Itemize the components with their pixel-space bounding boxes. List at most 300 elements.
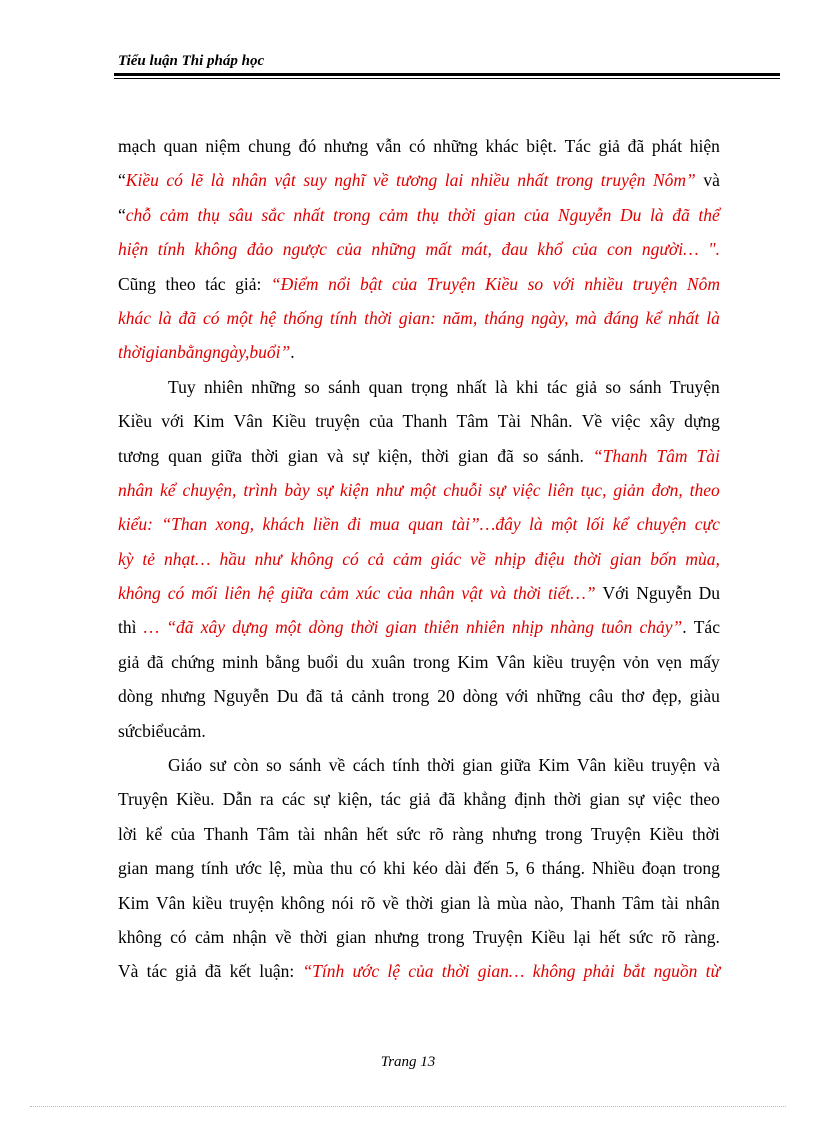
word bbox=[201, 610, 225, 644]
quote-fragment: vật bbox=[274, 170, 296, 191]
text-fragment: hết bbox=[599, 926, 621, 947]
word bbox=[556, 163, 593, 197]
quote-fragment: sự bbox=[316, 479, 333, 500]
quote-fragment: gian: bbox=[398, 307, 436, 328]
quote-fragment: chỗ bbox=[125, 204, 152, 225]
text-line bbox=[118, 439, 720, 473]
word bbox=[291, 542, 334, 576]
text-fragment: đẹp, bbox=[652, 686, 682, 707]
text-fragment: định bbox=[514, 789, 546, 810]
quote-fragment: điệu bbox=[534, 548, 565, 569]
text-fragment: nhiên bbox=[203, 376, 243, 397]
quote-fragment: … bbox=[143, 617, 160, 638]
text-fragment: rõ bbox=[360, 892, 376, 913]
text-fragment: Nhiều bbox=[592, 858, 635, 879]
word bbox=[205, 267, 225, 301]
quote-fragment: một bbox=[275, 617, 302, 638]
text-fragment: sức bbox=[118, 720, 143, 741]
quote-fragment: kỳ bbox=[118, 548, 134, 569]
word bbox=[622, 886, 654, 920]
word bbox=[118, 439, 159, 473]
quote-fragment: thời bbox=[513, 583, 541, 604]
word bbox=[197, 198, 219, 232]
quote-fragment: thời bbox=[573, 548, 602, 569]
word bbox=[419, 576, 454, 610]
word bbox=[654, 954, 698, 988]
word bbox=[547, 473, 573, 507]
text-fragment: Truyện bbox=[472, 926, 523, 947]
word bbox=[531, 920, 565, 954]
word bbox=[205, 129, 240, 163]
word bbox=[118, 679, 153, 713]
word bbox=[248, 129, 291, 163]
word bbox=[172, 714, 206, 748]
word bbox=[338, 782, 373, 816]
word bbox=[392, 679, 429, 713]
word bbox=[118, 267, 156, 301]
text-fragment: Tâm bbox=[456, 411, 489, 432]
word bbox=[336, 232, 361, 266]
word bbox=[554, 782, 582, 816]
word bbox=[382, 886, 399, 920]
quote-fragment: bốn bbox=[650, 548, 677, 569]
text-fragment: Dẫn bbox=[222, 789, 252, 810]
bottom-dotted-rule bbox=[30, 1106, 786, 1107]
word bbox=[533, 645, 563, 679]
word bbox=[195, 920, 224, 954]
word bbox=[699, 576, 720, 610]
text-fragment: mùa bbox=[497, 892, 528, 913]
quote-fragment: của bbox=[572, 239, 598, 260]
word bbox=[461, 232, 492, 266]
word bbox=[373, 163, 389, 197]
word bbox=[410, 473, 436, 507]
quote-fragment: nhạt… bbox=[163, 548, 211, 569]
word bbox=[656, 439, 687, 473]
text-fragment: tương bbox=[118, 445, 160, 466]
quote-fragment: dòng bbox=[308, 617, 344, 638]
word bbox=[571, 645, 616, 679]
text-fragment: gian bbox=[462, 755, 493, 776]
quote-fragment: có bbox=[167, 583, 185, 604]
quote-fragment: là bbox=[706, 307, 720, 328]
word bbox=[223, 782, 252, 816]
text-fragment: những bbox=[433, 136, 478, 156]
text-fragment: kiều bbox=[192, 892, 223, 913]
word bbox=[490, 576, 507, 610]
word bbox=[212, 335, 249, 369]
text-fragment: về bbox=[328, 755, 346, 776]
text-fragment: Nhân. bbox=[530, 411, 573, 432]
quote-fragment: tính bbox=[329, 307, 358, 328]
quote-fragment: khách bbox=[262, 514, 305, 535]
text-fragment: kiện, bbox=[337, 789, 373, 810]
quote-fragment: kiện bbox=[339, 479, 370, 500]
text-fragment: với bbox=[505, 686, 529, 707]
quote-fragment: truyện bbox=[600, 170, 646, 191]
word bbox=[289, 748, 321, 782]
text-fragment: giả bbox=[598, 136, 620, 156]
text-fragment: Nguyễn bbox=[636, 583, 692, 604]
word bbox=[182, 473, 236, 507]
quote-fragment: Tài bbox=[696, 445, 720, 466]
quote-fragment: đau bbox=[501, 239, 528, 260]
word bbox=[142, 542, 155, 576]
text-fragment: Truyện bbox=[590, 823, 641, 844]
word bbox=[397, 817, 421, 851]
word bbox=[307, 645, 338, 679]
text-line bbox=[118, 542, 720, 576]
text-fragment: đã bbox=[146, 651, 164, 672]
word bbox=[690, 782, 720, 816]
word bbox=[192, 886, 222, 920]
word bbox=[534, 886, 564, 920]
quote-fragment: “Than bbox=[161, 514, 208, 535]
text-fragment: tháng. bbox=[541, 858, 585, 879]
word bbox=[118, 920, 162, 954]
word bbox=[443, 473, 482, 507]
text-fragment: sư bbox=[209, 755, 226, 776]
word bbox=[160, 198, 189, 232]
quote-fragment: chảy” bbox=[639, 617, 683, 638]
word bbox=[340, 473, 369, 507]
text-fragment: luận: bbox=[259, 961, 295, 982]
text-fragment: với bbox=[161, 411, 185, 432]
word bbox=[452, 507, 521, 541]
word bbox=[651, 748, 696, 782]
word bbox=[431, 542, 461, 576]
quote-fragment: tài”…đây bbox=[451, 514, 521, 535]
text-fragment: sức bbox=[396, 823, 421, 844]
text-fragment: việc bbox=[611, 411, 641, 432]
word bbox=[599, 920, 620, 954]
text-fragment: khác bbox=[485, 136, 519, 156]
text-fragment: mạch bbox=[118, 136, 156, 156]
word bbox=[260, 301, 277, 335]
word bbox=[586, 507, 604, 541]
word bbox=[347, 507, 361, 541]
word bbox=[232, 610, 268, 644]
quote-fragment: tục, bbox=[580, 479, 607, 500]
word bbox=[692, 817, 720, 851]
quote-fragment: nhân bbox=[118, 479, 153, 500]
word bbox=[392, 748, 419, 782]
text-fragment: phát bbox=[651, 136, 683, 156]
word bbox=[649, 817, 683, 851]
word bbox=[421, 439, 449, 473]
quote-fragment: dựng bbox=[232, 617, 268, 638]
word bbox=[171, 645, 215, 679]
quote-fragment: bằng bbox=[176, 342, 212, 363]
quote-fragment: nhịp bbox=[512, 617, 544, 638]
word bbox=[611, 404, 640, 438]
quote-fragment: là bbox=[210, 170, 225, 191]
word bbox=[165, 267, 195, 301]
word bbox=[205, 954, 222, 988]
quote-fragment: nổi bbox=[328, 273, 351, 294]
word bbox=[529, 507, 543, 541]
word bbox=[623, 645, 649, 679]
word bbox=[413, 851, 438, 885]
quote-fragment: mua bbox=[369, 514, 400, 535]
text-fragment: dài bbox=[444, 858, 467, 879]
word bbox=[703, 748, 720, 782]
text-fragment: Tuy bbox=[168, 376, 196, 397]
quote-fragment: trong bbox=[555, 170, 594, 191]
word bbox=[706, 301, 720, 335]
text-fragment: không bbox=[280, 892, 325, 913]
text-fragment: đoạn bbox=[641, 858, 676, 879]
word bbox=[466, 610, 505, 644]
text-fragment: nói bbox=[331, 892, 354, 913]
text-fragment: đã bbox=[306, 686, 323, 707]
text-fragment: những bbox=[536, 686, 581, 707]
text-fragment: những bbox=[251, 376, 296, 397]
word bbox=[629, 920, 653, 954]
quote-fragment: bày bbox=[284, 479, 310, 500]
word bbox=[342, 542, 359, 576]
word bbox=[118, 782, 168, 816]
word bbox=[672, 198, 690, 232]
word bbox=[427, 920, 464, 954]
word bbox=[351, 679, 384, 713]
text-fragment: xuân bbox=[371, 651, 406, 672]
header-rule-thin bbox=[114, 78, 780, 79]
text-fragment: gian bbox=[440, 892, 471, 913]
word bbox=[255, 542, 282, 576]
word bbox=[610, 542, 641, 576]
word bbox=[330, 851, 352, 885]
text-fragment: có bbox=[359, 858, 377, 879]
word bbox=[495, 370, 508, 404]
text-fragment: kiện, bbox=[377, 445, 413, 466]
word bbox=[575, 301, 596, 335]
word bbox=[260, 782, 274, 816]
text-fragment: Kiều bbox=[271, 411, 306, 432]
quote-fragment: không bbox=[532, 961, 576, 982]
quote-fragment: đảo bbox=[246, 239, 274, 260]
quote-fragment: nhân bbox=[231, 170, 267, 191]
word bbox=[331, 679, 344, 713]
text-line bbox=[118, 714, 720, 748]
word bbox=[439, 782, 456, 816]
header-rule-thick bbox=[114, 73, 780, 76]
quote-fragment: nguồn bbox=[653, 961, 698, 982]
word bbox=[118, 129, 156, 163]
word bbox=[364, 301, 392, 335]
word bbox=[547, 370, 567, 404]
text-fragment: lại bbox=[573, 926, 591, 947]
quote-fragment: của bbox=[408, 961, 434, 982]
quote-fragment: khác bbox=[118, 307, 152, 328]
quote-fragment: thời bbox=[441, 961, 470, 982]
text-fragment: so bbox=[522, 445, 539, 466]
word bbox=[272, 404, 306, 438]
quote-fragment: “đã bbox=[166, 617, 194, 638]
quote-fragment: kể bbox=[645, 307, 662, 328]
word bbox=[517, 163, 548, 197]
word bbox=[158, 301, 172, 335]
word bbox=[623, 954, 645, 988]
quote-fragment: sắc bbox=[261, 204, 285, 225]
word bbox=[281, 886, 325, 920]
quote-fragment: chuyện, bbox=[182, 479, 237, 500]
word bbox=[690, 645, 720, 679]
quote-fragment: tẻ bbox=[142, 548, 156, 569]
quote-fragment: nhàng bbox=[550, 617, 595, 638]
word bbox=[427, 748, 455, 782]
word bbox=[175, 954, 196, 988]
word bbox=[203, 301, 220, 335]
text-line bbox=[118, 954, 720, 988]
quote-fragment: liền bbox=[312, 514, 339, 535]
word bbox=[653, 163, 696, 197]
text-fragment: giả bbox=[175, 961, 197, 982]
word bbox=[333, 198, 370, 232]
text-fragment: truyện bbox=[651, 755, 696, 776]
text-fragment: Tâm bbox=[622, 892, 655, 913]
quote-fragment: giác bbox=[431, 548, 462, 569]
quote-fragment: tuôn bbox=[601, 617, 633, 638]
word bbox=[235, 851, 262, 885]
word bbox=[144, 610, 160, 644]
word bbox=[445, 163, 463, 197]
quote-fragment: thời bbox=[350, 617, 379, 638]
word bbox=[386, 610, 417, 644]
quote-fragment: tính bbox=[157, 239, 185, 260]
text-fragment: truyện bbox=[315, 411, 360, 432]
quote-fragment: lệ bbox=[387, 961, 400, 982]
text-fragment: có bbox=[170, 926, 187, 947]
word bbox=[171, 817, 195, 851]
word bbox=[646, 301, 662, 335]
word bbox=[168, 748, 202, 782]
word bbox=[695, 507, 720, 541]
quote-fragment: xây bbox=[200, 617, 225, 638]
text-fragment: Vân bbox=[233, 411, 263, 432]
text-line bbox=[118, 920, 720, 954]
word bbox=[534, 542, 564, 576]
word bbox=[684, 920, 719, 954]
text-fragment: dòng bbox=[118, 686, 153, 707]
word bbox=[243, 473, 277, 507]
word bbox=[685, 542, 720, 576]
quote-fragment: suy bbox=[303, 170, 327, 191]
text-fragment: nhân bbox=[323, 823, 358, 844]
word bbox=[235, 267, 261, 301]
word bbox=[118, 542, 134, 576]
text-fragment: xây bbox=[649, 411, 675, 432]
text-line bbox=[118, 507, 720, 541]
word bbox=[251, 439, 279, 473]
quote-fragment: nhân bbox=[419, 583, 455, 604]
word bbox=[275, 920, 292, 954]
word bbox=[118, 645, 139, 679]
word bbox=[651, 473, 682, 507]
word bbox=[498, 404, 521, 438]
word bbox=[381, 782, 401, 816]
text-line bbox=[118, 610, 720, 644]
text-line bbox=[118, 782, 720, 816]
text-fragment: bằng bbox=[265, 651, 300, 672]
word bbox=[368, 542, 385, 576]
word bbox=[118, 576, 161, 610]
word bbox=[620, 198, 641, 232]
word bbox=[228, 198, 252, 232]
word bbox=[628, 129, 645, 163]
quote-fragment: có bbox=[342, 548, 359, 569]
word bbox=[403, 404, 448, 438]
word bbox=[516, 370, 538, 404]
word bbox=[118, 817, 137, 851]
word bbox=[514, 782, 545, 816]
quote-fragment: với bbox=[552, 273, 575, 294]
quote-fragment: “Tính bbox=[302, 961, 345, 982]
quote-fragment: tháng bbox=[484, 307, 525, 328]
word bbox=[526, 851, 535, 885]
word bbox=[330, 301, 357, 335]
quote-fragment: thiên bbox=[423, 617, 459, 638]
word bbox=[211, 439, 242, 473]
word bbox=[406, 886, 434, 920]
quote-fragment: trình bbox=[243, 479, 278, 500]
word bbox=[690, 679, 720, 713]
word bbox=[708, 232, 720, 266]
word bbox=[220, 542, 246, 576]
quote-fragment: những bbox=[371, 239, 416, 260]
word bbox=[367, 817, 388, 851]
quote-fragment: con bbox=[607, 239, 633, 260]
word bbox=[370, 507, 400, 541]
quote-fragment: Truyện bbox=[426, 273, 476, 294]
text-fragment: gian bbox=[118, 858, 149, 879]
word bbox=[599, 129, 620, 163]
word bbox=[230, 954, 251, 988]
quote-fragment: so bbox=[527, 273, 544, 294]
text-fragment: trong bbox=[427, 926, 465, 947]
text-line bbox=[118, 851, 720, 885]
text-fragment: kể bbox=[145, 823, 163, 844]
word bbox=[530, 404, 572, 438]
text-line bbox=[118, 129, 720, 163]
word bbox=[533, 954, 576, 988]
text-fragment: Tài bbox=[497, 411, 522, 432]
text-fragment: Tác bbox=[564, 136, 591, 156]
word bbox=[573, 920, 591, 954]
word bbox=[160, 473, 176, 507]
quote-fragment: mất bbox=[425, 239, 452, 260]
word bbox=[528, 267, 544, 301]
word bbox=[118, 851, 148, 885]
word bbox=[639, 610, 686, 644]
quote-fragment: đơn, bbox=[651, 479, 683, 500]
word bbox=[433, 129, 478, 163]
quote-fragment: hiện bbox=[118, 239, 149, 260]
text-fragment: quan bbox=[163, 136, 198, 156]
word bbox=[584, 954, 615, 988]
word bbox=[589, 679, 613, 713]
word bbox=[592, 851, 635, 885]
word bbox=[553, 267, 575, 301]
document-body bbox=[118, 129, 720, 989]
text-fragment: nhân bbox=[685, 892, 720, 913]
word bbox=[531, 301, 568, 335]
quote-fragment: truyện bbox=[632, 273, 678, 294]
quote-fragment: thụ bbox=[416, 204, 440, 225]
word bbox=[548, 576, 596, 610]
text-fragment: trong bbox=[682, 858, 720, 879]
word bbox=[462, 748, 492, 782]
